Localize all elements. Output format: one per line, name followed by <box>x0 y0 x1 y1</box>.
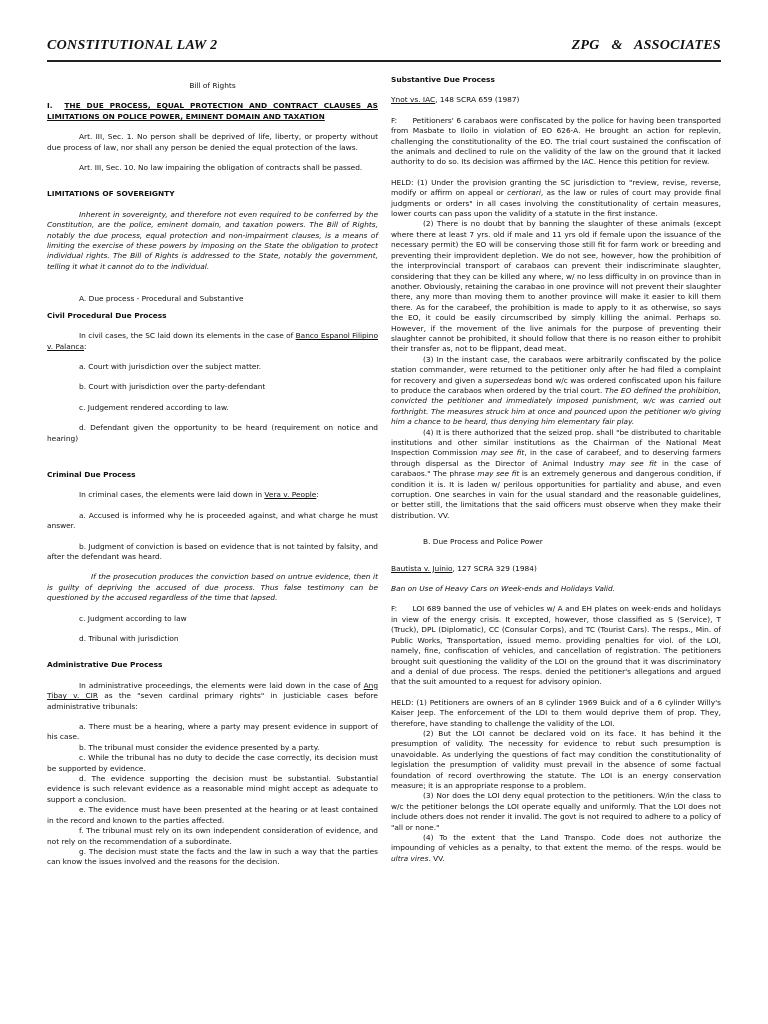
art3-sec1-text: Art. III, Sec. 1. No person shall be deprived of life, liberty, or property without due process of law, nor shall any person be denied the equal protection of the laws. <box>47 132 378 152</box>
case1-held4-m2: in the case of carabaos." The phrase <box>391 458 722 479</box>
criminal-element-d: d. Tribunal with jurisdiction <box>79 634 179 643</box>
substantive-due-process-heading: Substantive Due Process <box>391 75 495 84</box>
admin-element-d: d. The evidence supporting the decision must be substantial. Substantial evidence is such relevant evidence as a reasonable mind might accept as adequate to support a conclusion. <box>47 774 378 804</box>
admin-intro-rest: as the "seven cardinal primary rights" in justiciable cases before administrative tribunals: <box>47 691 378 711</box>
case2-facts-label: F: <box>391 604 398 614</box>
case1-held3-pre: (3) In the instant case, the carabaos were arbitrarily confiscated by the police station commander, were returned to the petitioner only after he had filed a complaint for recovery and given a <box>391 354 721 385</box>
case1-held3-mid: bond w/c was ordered confiscated upon his failure to produce the carabaos when ordered by the trial court. <box>391 375 721 395</box>
case1-held1-post: , as the law or rules of court may provide final judgments or orders" in all cases involving the constitutionality of certain measures, lower courts can pass upon the validity of a statute in the first instance. <box>391 188 721 219</box>
case2-citation <box>391 564 721 574</box>
case1-facts <box>391 116 721 168</box>
case1-citation <box>391 95 721 105</box>
criminal-intro-text: In criminal cases, the elements were laid down in <box>79 490 262 500</box>
limitations-text: Inherent in sovereignty, and therefore not even required to be conferred by the Constitution, are the police, eminent domain, and taxation powers. The Bill of Rights, notably the due process, equal protection and non-impairment clauses, is a means of limiting the exercise of these powers by imposing on the State the obligation to protect individual rights. The Bill of Rights is addressed to the State, notably the government, telling it what it cannot do to the individual. <box>47 209 378 271</box>
criminal-element-b: b. Judgment of conviction is based on evidence that is not tainted by falsity, and after the defendant was heard. <box>47 541 378 561</box>
right-column <box>391 75 721 864</box>
header-rule <box>47 60 721 62</box>
criminal-case-name: Vera v. People <box>264 490 317 500</box>
subheading-b: B. Due Process and Police Power <box>423 537 543 547</box>
case1-held4-m1: , in the case of carabeef, and to deserving farmers through dispersal as the Director of Animal Industry <box>391 448 722 468</box>
admin-intro-text: In administrative proceedings, the elements were laid down in the case of <box>79 680 361 690</box>
case2-cite: , 127 SCRA 329 (1984) <box>452 563 537 573</box>
civil-case-name: Banco Espanol Filipino v. Palanca <box>47 331 379 351</box>
page-header <box>47 38 721 60</box>
case1-held-1 <box>391 178 721 220</box>
admin-case-name: Ang Tibay v. CIR <box>47 680 379 701</box>
civil-intro-text: In civil cases, the SC laid down its elements in the case of <box>79 331 294 341</box>
criminal-intro-colon: : <box>316 490 319 500</box>
case2-held4-post: . VV. <box>428 853 445 863</box>
case2-subtitle: Ban on Use of Heavy Cars on Week-ends and Holidays Valid. <box>391 584 615 594</box>
case1-held3-italic1: supersedeas <box>484 375 532 385</box>
civil-intro <box>47 331 378 352</box>
case1-name: Ynot vs. IAC <box>391 95 436 105</box>
bill-of-rights-title: Bill of Rights <box>189 81 236 90</box>
criminal-due-process-heading: Criminal Due Process <box>47 469 136 479</box>
case1-held4-post: is an extremely generous and dangerous condition, if condition it is. It is laden w/ perilous opportunities for partiality and abuse, and even corruption. One searches in vain for the usual standard and the reasonable guidelines, or better still, the limitations that the said officers must observe when they make their distribution. VV. <box>391 469 721 520</box>
limitations-heading: LIMITATIONS OF SOVEREIGNTY <box>47 189 175 199</box>
case1-held4-pre: (4) It is there authorized that the seized prop. shall "be distributed to charitable institutions and other similar institutions as the Chairman of the National Meat Inspection Commission <box>391 427 721 458</box>
case2-name: Bautista v. Juinio <box>391 563 453 573</box>
criminal-note: If the prosecution produces the conviction based on untrue evidence, then it is guilty of depriving the accused of due process. Thus false testimony can be questioned by the accused regardless of the time that lapsed. <box>47 572 378 603</box>
civil-intro-colon: : <box>84 341 87 351</box>
case1-held4-i3: may see fit <box>477 469 520 479</box>
admin-element-f: f. The tribunal must rely on its own independent consideration of evidence, and not rely on the recommendation of a subordinate. <box>47 826 378 846</box>
admin-due-process-heading: Administrative Due Process <box>47 660 163 670</box>
case1-held3-italic2: The EO defined the prohibition, convicted the petitioner and immediately imposed punishment, w/c was carried out forthright. The measures struck him at once and pounced upon the petitioner w/o giving him a chance to be heard, thus denying him elementary fair play. <box>391 385 721 427</box>
admin-element-b: b. The tribunal must consider the evidence presented by a party. <box>79 742 320 752</box>
case2-held-3: (3) Nor does the LOI deny equal protection to the petitioners. W/in the class to w/c the petitioner belongs the LOI operate equally and uniformly. That the LOI does not include others does not render it invalid. The govt is not required to adhere to a policy of "all or none." <box>391 791 721 832</box>
section-1-title: THE DUE PROCESS, EQUAL PROTECTION AND CONTRACT CLAUSES AS LIMITATIONS ON POLICE POWER, EMINENT DOMAIN AND TAXATION <box>47 101 378 121</box>
civil-element-b: b. Court with jurisdiction over the party-defendant <box>79 382 266 392</box>
admin-element-g: g. The decision must state the facts and the law in such a way that the parties can know the issues involved and the reasons for the decision. <box>47 846 378 867</box>
criminal-element-a: a. Accused is informed why he is proceeded against, and what charge he must answer. <box>47 510 378 531</box>
case2-facts <box>391 604 721 687</box>
case1-held4-i1: may see fit <box>480 448 525 458</box>
admin-element-a: a. There must be a hearing, where a party may present evidence in support of his case. <box>47 722 378 742</box>
civil-element-d: d. Defendant given the opportunity to be heard (requirement on notice and hearing) <box>47 423 378 443</box>
admin-intro <box>47 681 378 712</box>
case2-held-1: HELD: (1) Petitioners are owners of an 8 cylinder 1969 Buick and of a 6 cylinder Willy's Kaiser Jeep. The enforcement of the LOI to them would deprive them of prop. They, therefore, have standing to challenge the validity of the LOI. <box>391 697 721 728</box>
civil-due-process-heading: Civil Procedural Due Process <box>47 310 167 320</box>
case1-facts-text: Petitioners' 6 carabaos were confiscated by the police for having been transported from Masbate to Iloilo in violation of EO 626-A. He brought an action for replevin, challenging the constitutionality of the EO. The trial court sustained the confiscation of the animals and declined to rule on the validity of the law on the ground that it lacked authority to do so. Its decision was affirmed by the IAC. Hence this petition for review. <box>391 115 721 167</box>
section-1-heading <box>47 101 378 122</box>
case1-held-3 <box>391 355 721 428</box>
admin-element-e: e. The evidence must have been presented at the hearing or at least contained in the record and known to the parties affected. <box>47 805 378 825</box>
case1-held-4 <box>391 428 721 522</box>
art3-sec10-text: Art. III, Sec. 10. No law impairing the obligation of contracts shall be passed. <box>79 163 363 173</box>
case1-held-2: (2) There is no doubt that by banning the slaughter of these animals (except where there at least 7 yrs. old if male and 11 yrs old if female upon the issuance of the necessary permit) the EO will be conserving those still fit for farm work or breeding and preventing their improvident depletion. We do not see, however, how the prohibition of the interprovincial transport of carabaos can prevent their indiscriminate slaughter, considering that they can be killed any where, w/ no less difficulty in on province than in another. Obviously, retaining the carabao in one province will not prevent their slaughter there, any more than moving them to another province will make it easier to kill them there. As for the carabeef, the prohibition is made to apply to it as otherwise, so says the EO, it could be easily circumscribed by simply killing the animal. Perhaps so. However, if the movement of the live animals for the purpose of preventing their slaughter cannot be prohibited, it should follow that there is no reason either to prohibit their transfer as, not to be flippant, dead meat. <box>391 219 722 354</box>
case2-held-2: (2) But the LOI cannot be declared void on its face. It has behind it the presumption of validity. The necessity for evidence to rebut such presumption is unavoidable. As underlying the questions of fact may condition the constitutionality of legislation the presumption of validity must prevail in the absence of some factual foundation of record overthrowing the statute. The LOI is an energy conservation measure; it is an appropriate response to a problem. <box>391 728 721 790</box>
case1-facts-label: F: <box>391 115 398 125</box>
case2-held4-italic: ultra vires <box>391 853 429 863</box>
header-firm-name: ZPG & ASSOCIATES <box>571 38 721 53</box>
civil-element-c: c. Judgement rendered according to law. <box>79 402 229 412</box>
left-column <box>47 75 378 868</box>
criminal-intro <box>47 490 378 500</box>
case1-held1-italic: certiorari <box>507 188 541 198</box>
case1-held4-i2: may see fit <box>609 458 657 468</box>
case2-held-4 <box>391 833 721 864</box>
case1-cite: , 148 SCRA 659 (1987) <box>435 95 520 105</box>
case1-held1-pre: HELD: (1) Under the provision granting the SC jurisdiction to "review, revise, reverse, modify or affirm on appeal or <box>391 177 721 198</box>
criminal-element-c: c. Judgment according to law <box>79 613 187 623</box>
civil-element-a: a. Court with jurisdiction over the subject matter. <box>79 361 262 371</box>
subheading-a: A. Due process - Procedural and Substantive <box>79 294 244 304</box>
section-1-number: I. <box>47 101 53 111</box>
header-course-title: CONSTITUTIONAL LAW 2 <box>47 38 218 53</box>
admin-element-c: c. While the tribunal has no duty to decide the case correctly, its decision must be supported by evidence. <box>47 753 378 773</box>
case2-facts-text: LOI 689 banned the use of vehicles w/ A and EH plates on week-ends and holidays in view of the energy crisis. It excepted, however, those classified as S (Service), T (Truck), DPL (Diplomatic), CC (Consular Corps), and TC (Tourist Cars). The resps., Min. of Public Works, Transportation, issued memo. providing penalties for viol. of the LOI, namely, fine, confiscation of vehicles, and cancellation of registration. The petitioners brought suit questioning the validity of the LOI on the ground that it was discriminatory and a denial of due process. The resps. denied the petitioner's allegations and argued that the suit amounted to a request for advisory opinion. <box>391 604 721 687</box>
case2-held4-pre: (4) To the extent that the Land Transpo. Code does not authorize the impounding of vehicles as a penalty, to that extent the memo. of the resps. would be <box>391 833 721 853</box>
